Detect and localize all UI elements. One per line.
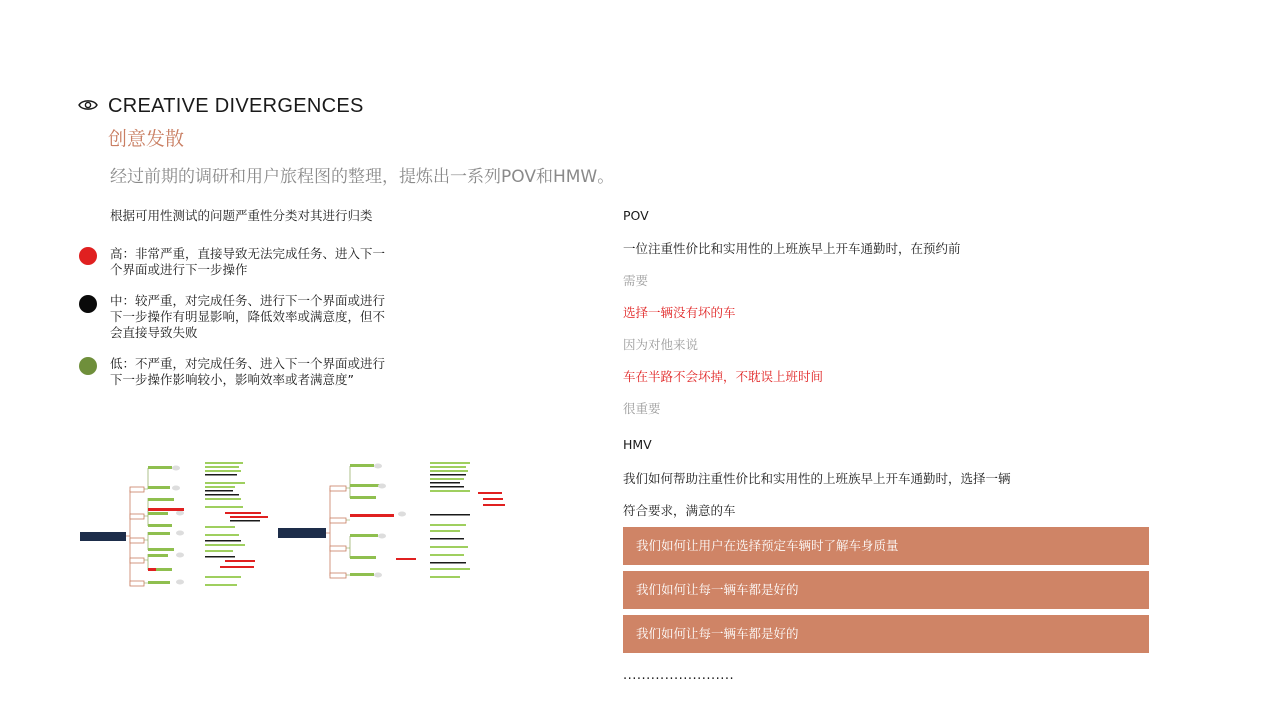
pov-line-4: 因为对他来说 [623, 337, 699, 352]
pov-heading: POV [623, 208, 649, 223]
hmv-heading: HMV [623, 437, 652, 452]
intro-text: 经过前期的调研和用户旅程图的整理，提炼出一系列POV和HMW。 [110, 167, 615, 187]
severity-medium-dot [79, 295, 97, 313]
severity-low-dot [79, 357, 97, 375]
legend-title: 根据可用性测试的问题严重性分类对其进行归类 [110, 208, 373, 223]
pov-line-5: 车在半路不会坏掉，不耽误上班时间 [623, 369, 824, 384]
severity-high-text: 高：非常严重，直接导致无法完成任务、进入下一个界面或进行下一步操作 [110, 246, 386, 277]
severity-low-text: 低：不严重，对完成任务、进入下一个界面或进行下一步操作影响较小，影响效率或者满意度” [110, 356, 386, 387]
hmv-line-1: 我们如何帮助注重性价比和实用性的上班族早上开车通勤时，选择一辆 [623, 471, 1011, 486]
page-title-cn: 创意发散 [108, 128, 185, 150]
mindmap-thumbnail-2 [278, 458, 508, 584]
hmw-question-2: 我们如何让每一辆车都是好的 [623, 571, 1149, 609]
hmw-question-1: 我们如何让用户在选择预定车辆时了解车身质量 [623, 527, 1149, 565]
pov-line-1: 一位注重性价比和实用性的上班族早上开车通勤时，在预约前 [623, 241, 961, 256]
page-title-en: CREATIVE DIVERGENCES [108, 95, 364, 117]
eye-icon [78, 98, 98, 112]
pov-line-6: 很重要 [623, 401, 661, 416]
mindmap-thumbnail-1 [80, 458, 280, 594]
continuation-ellipsis: ........................ [623, 668, 735, 683]
severity-medium-text: 中：较严重，对完成任务、进行下一个界面或进行下一步操作有明显影响，降低效率或满意度，但不会直接导致失败 [110, 293, 386, 340]
severity-high-dot [79, 247, 97, 265]
hmv-line-2: 符合要求，满意的车 [623, 503, 736, 518]
pov-line-3: 选择一辆没有坏的车 [623, 305, 736, 320]
hmw-question-3: 我们如何让每一辆车都是好的 [623, 615, 1149, 653]
pov-line-2: 需要 [623, 273, 649, 288]
